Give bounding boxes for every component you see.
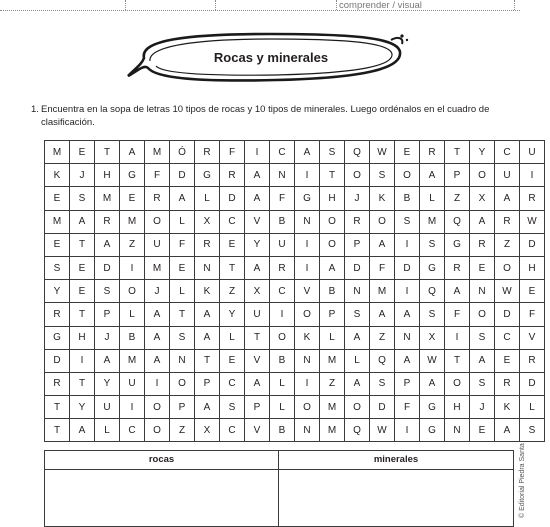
letter-cell[interactable]: O bbox=[270, 326, 295, 349]
letter-cell[interactable]: X bbox=[195, 210, 220, 233]
letter-cell[interactable]: E bbox=[220, 233, 245, 256]
letter-cell[interactable]: P bbox=[195, 372, 220, 395]
letter-cell[interactable]: O bbox=[370, 210, 395, 233]
letter-cell[interactable]: A bbox=[95, 349, 120, 372]
letter-cell[interactable]: O bbox=[470, 303, 495, 326]
letter-cell[interactable]: E bbox=[70, 141, 95, 164]
letter-cell[interactable]: E bbox=[495, 349, 520, 372]
letter-cell[interactable]: M bbox=[120, 349, 145, 372]
letter-cell[interactable]: A bbox=[420, 372, 445, 395]
letter-cell[interactable]: F bbox=[395, 396, 420, 419]
letter-cell[interactable]: A bbox=[245, 164, 270, 187]
letter-cell[interactable]: V bbox=[245, 419, 270, 442]
letter-cell[interactable]: R bbox=[95, 210, 120, 233]
letter-cell[interactable]: T bbox=[445, 349, 470, 372]
letter-cell[interactable]: P bbox=[345, 233, 370, 256]
letter-cell[interactable]: J bbox=[470, 396, 495, 419]
letter-cell[interactable]: T bbox=[445, 141, 470, 164]
letter-cell[interactable]: R bbox=[520, 187, 545, 210]
letter-cell[interactable]: O bbox=[395, 164, 420, 187]
letter-cell[interactable]: C bbox=[270, 280, 295, 303]
letter-cell[interactable]: A bbox=[195, 326, 220, 349]
letter-cell[interactable]: T bbox=[45, 419, 70, 442]
letter-cell[interactable]: T bbox=[220, 256, 245, 279]
letter-cell[interactable]: B bbox=[395, 187, 420, 210]
letter-cell[interactable]: I bbox=[270, 303, 295, 326]
letter-cell[interactable]: A bbox=[245, 372, 270, 395]
letter-cell[interactable]: P bbox=[95, 303, 120, 326]
letter-cell[interactable]: S bbox=[345, 303, 370, 326]
letter-cell[interactable]: O bbox=[320, 233, 345, 256]
letter-cell[interactable]: E bbox=[520, 280, 545, 303]
letter-cell[interactable]: G bbox=[195, 164, 220, 187]
letter-cell[interactable]: I bbox=[245, 141, 270, 164]
letter-cell[interactable]: T bbox=[95, 141, 120, 164]
letter-cell[interactable]: A bbox=[345, 372, 370, 395]
grid-row bbox=[45, 233, 545, 256]
letter-cell[interactable]: B bbox=[320, 280, 345, 303]
letter-cell[interactable]: U bbox=[145, 233, 170, 256]
letter-cell[interactable]: R bbox=[520, 349, 545, 372]
grid-row bbox=[45, 141, 545, 164]
letter-cell[interactable]: M bbox=[120, 210, 145, 233]
letter-cell[interactable]: S bbox=[170, 326, 195, 349]
letter-cell[interactable]: Z bbox=[495, 233, 520, 256]
letter-cell[interactable]: O bbox=[320, 210, 345, 233]
letter-cell[interactable]: J bbox=[145, 280, 170, 303]
letter-cell[interactable]: S bbox=[45, 256, 70, 279]
letter-cell[interactable]: V bbox=[245, 349, 270, 372]
letter-cell[interactable]: O bbox=[170, 372, 195, 395]
letter-cell[interactable]: T bbox=[320, 164, 345, 187]
letter-cell[interactable]: J bbox=[70, 164, 95, 187]
letter-cell[interactable]: T bbox=[70, 303, 95, 326]
letter-cell[interactable]: X bbox=[245, 280, 270, 303]
letter-cell[interactable]: D bbox=[520, 233, 545, 256]
letter-cell[interactable]: C bbox=[495, 141, 520, 164]
letter-cell[interactable]: A bbox=[470, 210, 495, 233]
letter-cell[interactable]: H bbox=[95, 164, 120, 187]
letter-cell[interactable]: A bbox=[395, 349, 420, 372]
letter-cell[interactable]: E bbox=[220, 349, 245, 372]
letter-cell[interactable]: R bbox=[420, 141, 445, 164]
letter-cell[interactable]: Y bbox=[470, 141, 495, 164]
letter-cell[interactable]: L bbox=[420, 187, 445, 210]
letter-cell[interactable]: P bbox=[245, 396, 270, 419]
grid-row bbox=[45, 303, 545, 326]
letter-cell[interactable]: F bbox=[520, 303, 545, 326]
letter-cell[interactable]: S bbox=[320, 141, 345, 164]
grid-row bbox=[45, 256, 545, 279]
letter-cell[interactable]: C bbox=[495, 326, 520, 349]
letter-cell[interactable]: K bbox=[495, 396, 520, 419]
letter-cell[interactable]: M bbox=[320, 419, 345, 442]
letter-cell[interactable]: G bbox=[420, 396, 445, 419]
top-dotted-divider bbox=[215, 0, 216, 10]
letter-cell[interactable]: A bbox=[495, 187, 520, 210]
letter-cell[interactable]: D bbox=[220, 187, 245, 210]
letter-cell[interactable]: Y bbox=[220, 303, 245, 326]
letter-cell[interactable]: Q bbox=[345, 419, 370, 442]
letter-cell[interactable]: A bbox=[145, 326, 170, 349]
letter-cell[interactable]: I bbox=[295, 256, 320, 279]
letter-cell[interactable]: O bbox=[145, 419, 170, 442]
letter-cell[interactable]: C bbox=[270, 141, 295, 164]
letter-cell[interactable]: W bbox=[370, 141, 395, 164]
top-dotted-divider bbox=[125, 0, 126, 10]
letter-cell[interactable]: S bbox=[370, 164, 395, 187]
letter-cell[interactable]: Q bbox=[345, 141, 370, 164]
letter-cell[interactable]: R bbox=[45, 372, 70, 395]
letter-cell[interactable]: S bbox=[470, 326, 495, 349]
letter-cell[interactable]: N bbox=[270, 164, 295, 187]
letter-cell[interactable]: Z bbox=[370, 326, 395, 349]
letter-cell[interactable]: Y bbox=[45, 280, 70, 303]
letter-cell[interactable]: R bbox=[195, 141, 220, 164]
letter-cell[interactable]: R bbox=[495, 210, 520, 233]
letter-cell[interactable]: D bbox=[520, 372, 545, 395]
letter-cell[interactable]: U bbox=[120, 372, 145, 395]
letter-cell[interactable]: H bbox=[520, 256, 545, 279]
letter-cell[interactable]: C bbox=[120, 419, 145, 442]
letter-cell[interactable]: H bbox=[445, 396, 470, 419]
skill-label: comprender / visual bbox=[339, 0, 422, 11]
letter-cell[interactable]: I bbox=[120, 256, 145, 279]
letter-cell[interactable]: M bbox=[420, 210, 445, 233]
letter-cell[interactable]: R bbox=[445, 256, 470, 279]
letter-cell[interactable]: D bbox=[370, 396, 395, 419]
letter-cell[interactable]: D bbox=[170, 164, 195, 187]
letter-cell[interactable]: O bbox=[295, 303, 320, 326]
letter-cell[interactable]: N bbox=[395, 326, 420, 349]
letter-cell[interactable]: G bbox=[295, 187, 320, 210]
letter-cell[interactable]: M bbox=[145, 256, 170, 279]
letter-cell[interactable]: A bbox=[445, 280, 470, 303]
grid-row bbox=[45, 280, 545, 303]
letter-cell[interactable]: T bbox=[45, 396, 70, 419]
letter-cell[interactable]: E bbox=[70, 256, 95, 279]
letter-cell[interactable]: A bbox=[145, 349, 170, 372]
letter-cell[interactable]: E bbox=[470, 256, 495, 279]
letter-cell[interactable]: K bbox=[45, 164, 70, 187]
letter-cell[interactable]: A bbox=[370, 233, 395, 256]
letter-cell[interactable]: A bbox=[295, 141, 320, 164]
page-title: Rocas y minerales bbox=[213, 50, 329, 65]
letter-cell[interactable]: Ó bbox=[170, 141, 195, 164]
letter-cell[interactable]: U bbox=[95, 396, 120, 419]
letter-cell[interactable]: E bbox=[45, 187, 70, 210]
letter-cell[interactable]: A bbox=[245, 187, 270, 210]
letter-cell[interactable]: S bbox=[520, 419, 545, 442]
minerales-header: minerales bbox=[279, 451, 513, 470]
letter-cell[interactable]: C bbox=[220, 210, 245, 233]
letter-cell[interactable]: O bbox=[495, 256, 520, 279]
letter-cell[interactable]: D bbox=[395, 256, 420, 279]
letter-cell[interactable]: F bbox=[445, 303, 470, 326]
letter-cell[interactable]: N bbox=[195, 256, 220, 279]
letter-cell[interactable]: R bbox=[220, 164, 245, 187]
letter-cell[interactable]: O bbox=[345, 396, 370, 419]
letter-cell[interactable]: A bbox=[345, 326, 370, 349]
letter-cell[interactable]: Y bbox=[245, 233, 270, 256]
letter-cell[interactable]: O bbox=[470, 164, 495, 187]
letter-cell[interactable]: R bbox=[270, 256, 295, 279]
letter-cell[interactable]: O bbox=[345, 164, 370, 187]
rocas-column bbox=[45, 451, 279, 526]
letter-cell[interactable]: L bbox=[170, 210, 195, 233]
letter-cell[interactable]: E bbox=[70, 280, 95, 303]
letter-cell[interactable]: D bbox=[345, 256, 370, 279]
letter-cell[interactable]: T bbox=[170, 303, 195, 326]
letter-cell[interactable]: C bbox=[220, 419, 245, 442]
letter-cell[interactable]: X bbox=[420, 326, 445, 349]
letter-cell[interactable]: A bbox=[195, 303, 220, 326]
letter-cell[interactable]: R bbox=[345, 210, 370, 233]
letter-cell[interactable]: N bbox=[445, 419, 470, 442]
letter-cell[interactable]: S bbox=[370, 372, 395, 395]
letter-cell[interactable]: B bbox=[270, 349, 295, 372]
letter-cell[interactable]: A bbox=[495, 419, 520, 442]
top-dotted-divider bbox=[514, 0, 515, 10]
letter-cell[interactable]: S bbox=[95, 280, 120, 303]
letter-cell[interactable]: W bbox=[370, 419, 395, 442]
letter-cell[interactable]: M bbox=[370, 280, 395, 303]
letter-cell[interactable]: N bbox=[170, 349, 195, 372]
letter-cell[interactable]: E bbox=[170, 256, 195, 279]
letter-cell[interactable]: G bbox=[45, 326, 70, 349]
letter-cell[interactable]: A bbox=[195, 396, 220, 419]
grid-row bbox=[45, 187, 545, 210]
letter-cell[interactable]: R bbox=[145, 187, 170, 210]
letter-cell[interactable]: S bbox=[420, 233, 445, 256]
letter-cell[interactable]: K bbox=[195, 280, 220, 303]
letter-cell[interactable]: L bbox=[95, 419, 120, 442]
letter-cell[interactable]: X bbox=[195, 419, 220, 442]
letter-cell[interactable]: R bbox=[495, 372, 520, 395]
letter-cell[interactable]: L bbox=[170, 280, 195, 303]
letter-cell[interactable]: J bbox=[345, 187, 370, 210]
letter-cell[interactable]: M bbox=[320, 349, 345, 372]
letter-cell[interactable]: R bbox=[195, 233, 220, 256]
letter-cell[interactable]: L bbox=[195, 187, 220, 210]
letter-cell[interactable]: P bbox=[320, 303, 345, 326]
activity-instruction bbox=[31, 104, 501, 129]
letter-cell[interactable]: L bbox=[270, 372, 295, 395]
letter-cell[interactable]: P bbox=[445, 164, 470, 187]
letter-cell[interactable]: M bbox=[320, 396, 345, 419]
letter-cell[interactable]: T bbox=[70, 372, 95, 395]
top-dotted-divider bbox=[336, 0, 337, 10]
letter-cell[interactable]: A bbox=[470, 349, 495, 372]
letter-cell[interactable]: N bbox=[295, 210, 320, 233]
letter-cell[interactable]: L bbox=[520, 396, 545, 419]
letter-cell[interactable]: N bbox=[295, 419, 320, 442]
letter-cell[interactable]: M bbox=[45, 141, 70, 164]
letter-cell[interactable]: A bbox=[145, 303, 170, 326]
letter-cell[interactable]: F bbox=[270, 187, 295, 210]
letter-cell[interactable]: A bbox=[170, 187, 195, 210]
grid-row bbox=[45, 349, 545, 372]
letter-cell[interactable]: E bbox=[470, 419, 495, 442]
letter-cell[interactable]: U bbox=[270, 233, 295, 256]
letter-cell[interactable]: S bbox=[470, 372, 495, 395]
letter-cell[interactable]: P bbox=[395, 372, 420, 395]
letter-cell[interactable]: L bbox=[220, 326, 245, 349]
letter-cell[interactable]: K bbox=[295, 326, 320, 349]
letter-cell[interactable]: Z bbox=[445, 187, 470, 210]
word-search-grid bbox=[44, 140, 545, 442]
letter-cell[interactable]: U bbox=[520, 141, 545, 164]
grid-row bbox=[45, 396, 545, 419]
letter-cell[interactable]: Z bbox=[320, 372, 345, 395]
letter-cell[interactable]: K bbox=[370, 187, 395, 210]
letter-cell[interactable]: N bbox=[345, 280, 370, 303]
instruction-text: Encuentra en la sopa de letras 10 tipos de rocas y 10 tipos de minerales. Luego ordénalos en el cuadro de clasificación. bbox=[41, 104, 490, 128]
activity-number: 1. bbox=[31, 104, 39, 115]
letter-cell[interactable]: Z bbox=[120, 233, 145, 256]
letter-cell[interactable]: A bbox=[320, 256, 345, 279]
letter-cell[interactable]: Z bbox=[220, 280, 245, 303]
letter-cell[interactable]: O bbox=[120, 280, 145, 303]
copyright-note: © Editorial Piedra Santa bbox=[519, 443, 526, 518]
letter-cell[interactable]: W bbox=[420, 349, 445, 372]
grid-row bbox=[45, 419, 545, 442]
letter-cell[interactable]: J bbox=[95, 326, 120, 349]
top-dotted-rule bbox=[0, 10, 520, 11]
letter-cell[interactable]: S bbox=[420, 303, 445, 326]
letter-cell[interactable]: O bbox=[445, 372, 470, 395]
letter-cell[interactable]: S bbox=[395, 210, 420, 233]
letter-cell[interactable]: Z bbox=[170, 419, 195, 442]
letter-cell[interactable]: A bbox=[245, 256, 270, 279]
letter-cell[interactable]: L bbox=[270, 396, 295, 419]
letter-cell[interactable]: I bbox=[70, 349, 95, 372]
letter-cell[interactable]: F bbox=[370, 256, 395, 279]
letter-cell[interactable]: M bbox=[145, 141, 170, 164]
letter-cell[interactable]: M bbox=[95, 187, 120, 210]
classification-table bbox=[44, 450, 514, 527]
letter-cell[interactable]: F bbox=[170, 233, 195, 256]
letter-cell[interactable]: B bbox=[120, 326, 145, 349]
rocas-header: rocas bbox=[45, 451, 278, 470]
letter-cell[interactable]: I bbox=[445, 326, 470, 349]
letter-cell[interactable]: M bbox=[45, 210, 70, 233]
letter-cell[interactable]: D bbox=[45, 349, 70, 372]
letter-cell[interactable]: Q bbox=[445, 210, 470, 233]
letter-cell[interactable]: T bbox=[70, 233, 95, 256]
letter-cell[interactable]: I bbox=[395, 233, 420, 256]
letter-cell[interactable]: G bbox=[445, 233, 470, 256]
letter-cell[interactable]: A bbox=[395, 303, 420, 326]
letter-cell[interactable]: R bbox=[45, 303, 70, 326]
letter-cell[interactable]: V bbox=[295, 280, 320, 303]
letter-cell[interactable]: E bbox=[45, 233, 70, 256]
grid-row bbox=[45, 372, 545, 395]
letter-cell[interactable]: A bbox=[120, 141, 145, 164]
letter-cell[interactable]: I bbox=[295, 233, 320, 256]
letter-cell[interactable]: Y bbox=[95, 372, 120, 395]
letter-cell[interactable]: H bbox=[320, 187, 345, 210]
letter-cell[interactable]: W bbox=[520, 210, 545, 233]
letter-cell[interactable]: I bbox=[295, 372, 320, 395]
letter-cell[interactable]: X bbox=[470, 187, 495, 210]
letter-cell[interactable]: E bbox=[395, 141, 420, 164]
letter-cell[interactable]: C bbox=[220, 372, 245, 395]
letter-cell[interactable]: P bbox=[170, 396, 195, 419]
title-banner bbox=[126, 28, 416, 88]
letter-cell[interactable]: I bbox=[395, 280, 420, 303]
letter-cell[interactable]: I bbox=[120, 396, 145, 419]
letter-cell[interactable]: D bbox=[495, 303, 520, 326]
letter-cell[interactable]: Y bbox=[70, 396, 95, 419]
letter-cell[interactable]: L bbox=[320, 326, 345, 349]
letter-cell[interactable]: I bbox=[145, 372, 170, 395]
letter-cell[interactable]: G bbox=[420, 419, 445, 442]
letter-cell[interactable]: I bbox=[520, 164, 545, 187]
grid-row bbox=[45, 164, 545, 187]
letter-cell[interactable]: S bbox=[220, 396, 245, 419]
letter-cell[interactable]: V bbox=[245, 210, 270, 233]
letter-cell[interactable]: G bbox=[420, 256, 445, 279]
letter-cell[interactable]: N bbox=[295, 349, 320, 372]
letter-cell[interactable]: A bbox=[95, 233, 120, 256]
letter-cell[interactable]: A bbox=[70, 419, 95, 442]
letter-cell[interactable]: Q bbox=[370, 349, 395, 372]
letter-cell[interactable]: B bbox=[270, 419, 295, 442]
letter-cell[interactable]: T bbox=[195, 349, 220, 372]
grid-row bbox=[45, 210, 545, 233]
letter-cell[interactable]: I bbox=[295, 164, 320, 187]
letter-cell[interactable]: R bbox=[470, 233, 495, 256]
letter-cell[interactable]: A bbox=[420, 164, 445, 187]
letter-cell[interactable]: U bbox=[495, 164, 520, 187]
letter-cell[interactable]: D bbox=[95, 256, 120, 279]
letter-cell[interactable]: V bbox=[520, 326, 545, 349]
letter-cell[interactable]: I bbox=[395, 419, 420, 442]
letter-cell[interactable]: F bbox=[220, 141, 245, 164]
minerales-column bbox=[279, 451, 513, 526]
letter-cell[interactable]: E bbox=[120, 187, 145, 210]
letter-cell[interactable]: A bbox=[70, 210, 95, 233]
letter-cell[interactable]: A bbox=[370, 303, 395, 326]
letter-cell[interactable]: H bbox=[70, 326, 95, 349]
letter-cell[interactable]: B bbox=[270, 210, 295, 233]
letter-cell[interactable]: O bbox=[145, 210, 170, 233]
letter-cell[interactable]: S bbox=[70, 187, 95, 210]
grid-row bbox=[45, 326, 545, 349]
letter-cell[interactable]: W bbox=[495, 280, 520, 303]
letter-cell[interactable]: T bbox=[245, 326, 270, 349]
letter-cell[interactable]: O bbox=[295, 396, 320, 419]
letter-cell[interactable]: L bbox=[120, 303, 145, 326]
letter-cell[interactable]: F bbox=[145, 164, 170, 187]
letter-cell[interactable]: O bbox=[145, 396, 170, 419]
letter-cell[interactable]: U bbox=[245, 303, 270, 326]
letter-cell[interactable]: Q bbox=[420, 280, 445, 303]
letter-cell[interactable]: L bbox=[345, 349, 370, 372]
letter-cell[interactable]: N bbox=[470, 280, 495, 303]
letter-cell[interactable]: G bbox=[120, 164, 145, 187]
